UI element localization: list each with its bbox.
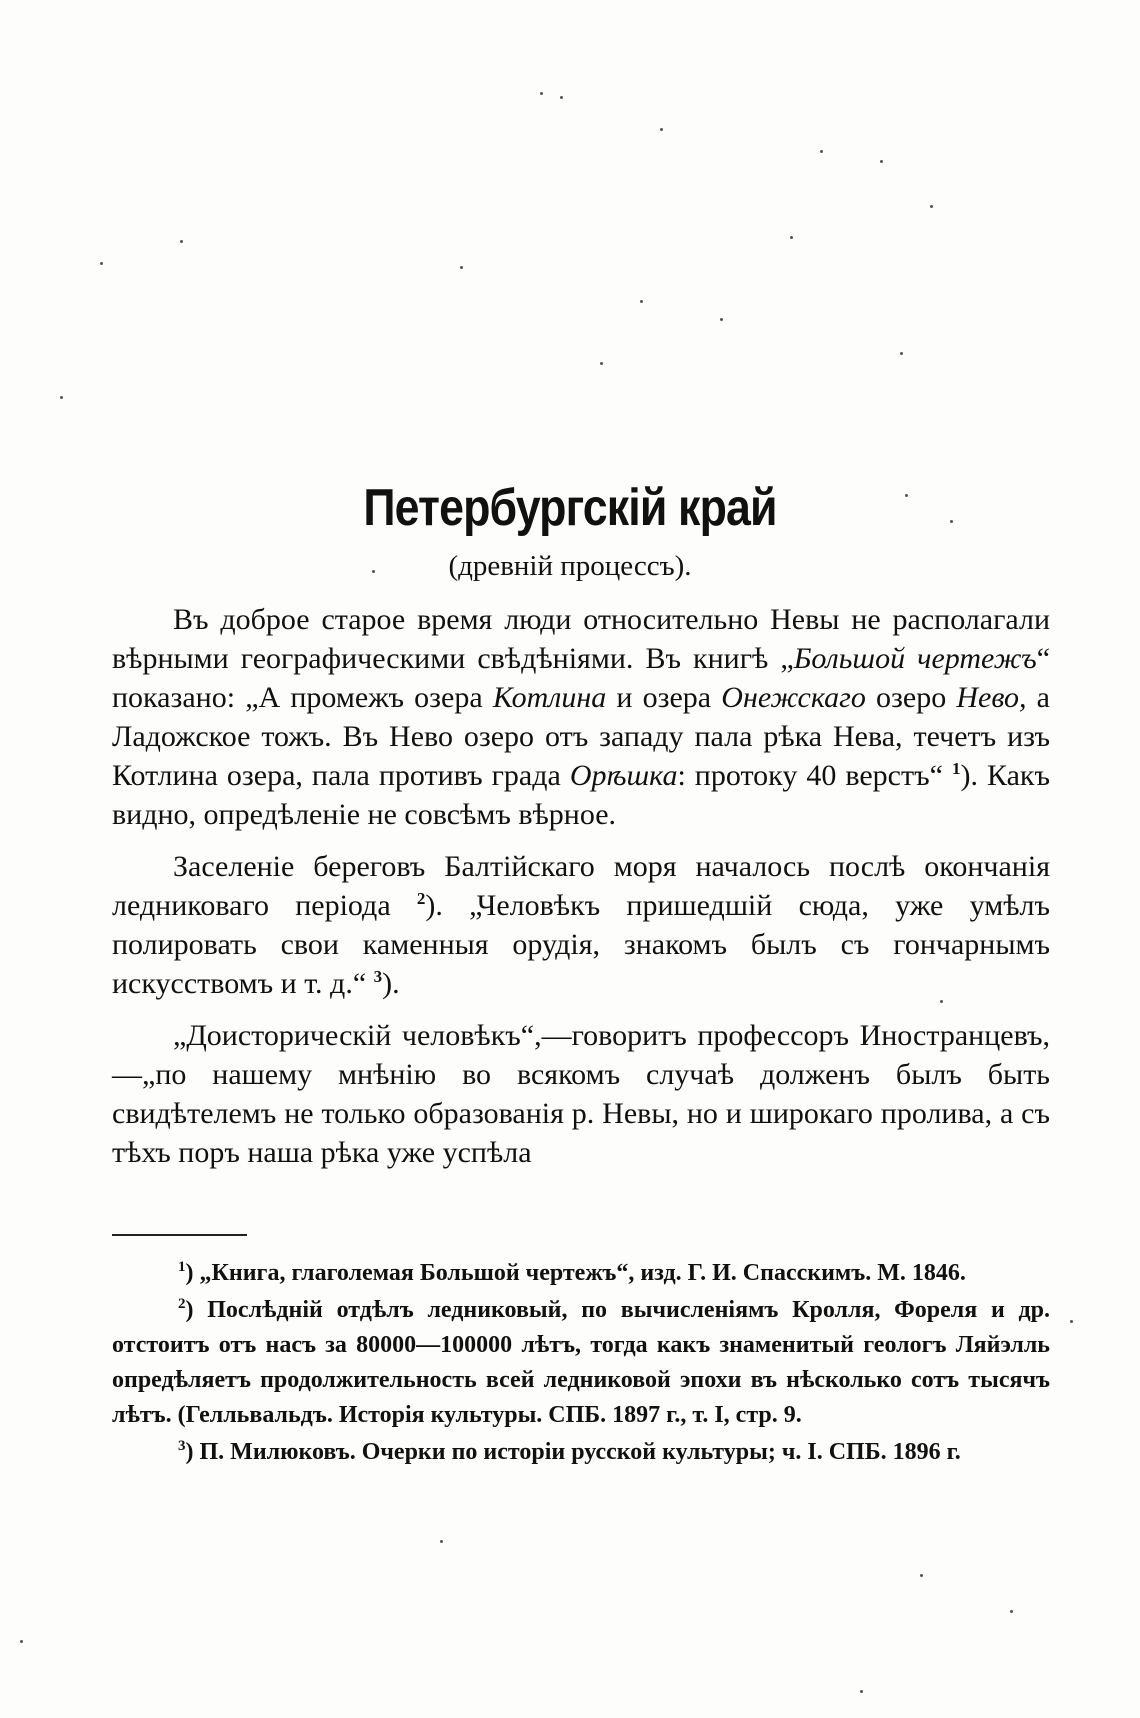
footnote-divider	[112, 1234, 247, 1236]
paragraph-1: Въ доброе старое время люди относительно Невы не располагали вѣрными географическими свѣдѣніями. Въ книгѣ „Большой чертежъ“ показано: „А промежъ озера Котлина и озера Онежскаго озеро Нево, а Ладожское тожъ. Въ Нево озеро отъ западу пала рѣка Нева, течетъ изъ Котлина озера, пала противъ града Орѣшка: протоку 40 верстъ“ $^1$). Какъ видно, опредѣленіе не совсѣмъ вѣрное.	[112, 603, 1051, 831]
footnote-ref: 3	[373, 967, 383, 986]
footnotes	[112, 1256, 1050, 1472]
footnote-ref: 2	[416, 889, 426, 908]
paragraph-3: „Доисторическій человѣкъ“,—говоритъ профессоръ Иностранцевъ,—„по нашему мнѣнію во всякомъ случаѣ долженъ былъ быть свидѣтелемъ не только образованія р. Невы, но и широкаго пролива, а съ тѣхъ поръ наша рѣка уже успѣла	[112, 1019, 1050, 1169]
place-name-italic: Онежскаго	[721, 681, 866, 714]
place-name-italic: Котлина	[492, 681, 607, 714]
footnote-ref: 1	[951, 759, 961, 778]
page-title: Петербургскій край	[363, 479, 777, 537]
page-subtitle: (древній процессъ).	[448, 550, 692, 582]
place-name-italic: Нево,	[956, 681, 1027, 714]
footnote-3: $^3$) П. Милюковъ. Очерки по исторіи русской культуры; ч. I. СПБ. 1896 г.	[178, 1438, 961, 1465]
footnote-1: $^1$) „Книга, глаголемая Большой чертежъ“, изд. Г. И. Спасскимъ. М. 1846.	[178, 1259, 966, 1286]
book-title-italic: Большой чертежъ	[793, 642, 1037, 675]
main-text	[112, 600, 1050, 1172]
footnote-2: $^2$) Послѣдній отдѣлъ ледниковый, по вычисленіямъ Кролля, Фореля и др. отстоитъ отъ насъ за 80000—100000 лѣтъ, тогда какъ знаменитый геологъ Ляйэлль опредѣляетъ продолжительность всей ледниковой эпохи въ нѣсколько сотъ тысячъ лѣтъ. (Гелльвальдъ. Исторія культуры. СПБ. 1897 г., т. I, стр. 9.	[112, 1296, 1050, 1428]
paragraph-2: Заселеніе береговъ Балтійскаго моря началось послѣ окончанія ледниковаго періода $^2$). „Человѣкъ пришедшій сюда, уже умѣлъ полировать свои каменныя орудія, знакомъ былъ съ гончарнымъ искусствомъ и т. д.“ $^3$).	[112, 850, 1050, 1000]
place-name-italic: Орѣшка	[569, 759, 678, 792]
